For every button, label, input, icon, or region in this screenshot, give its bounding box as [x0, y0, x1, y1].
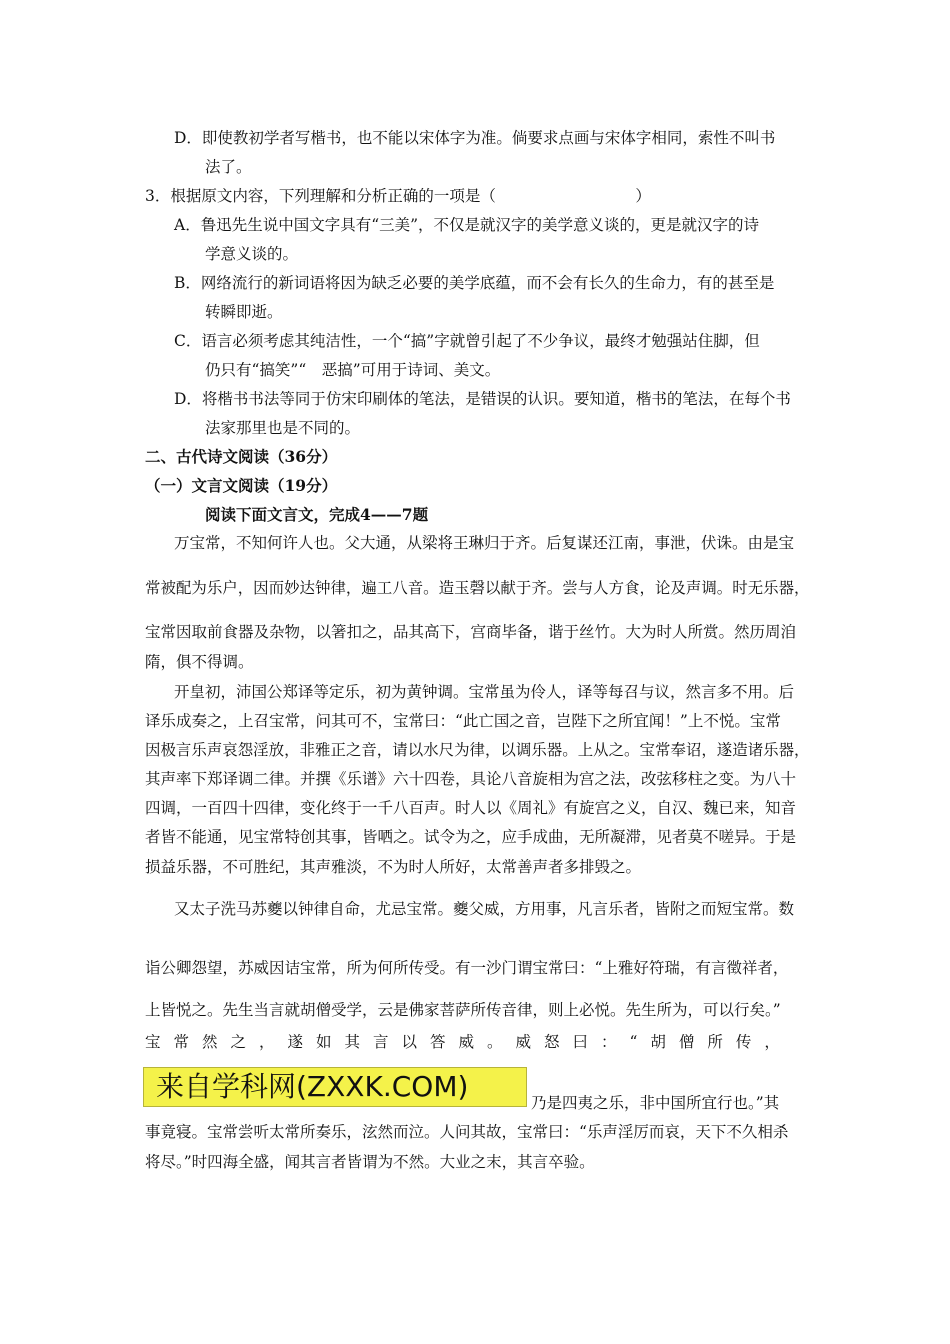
- passage-line: 将尽。”时四海全盛，闻其言者皆谓为不然。大业之末，其言卒验。: [145, 1153, 595, 1171]
- q2-option-d-line1: D．即使教初学者写楷书，也不能以宋体字为准。倘要求点画与宋体字相同，索性不叫书: [174, 129, 776, 147]
- q3-option-c-line1: C．语言必须考虑其纯洁性，一个“搞”字就曾引起了不少争议，最终才勉强站住脚，但: [174, 332, 760, 350]
- q3-option-b-line1: B．网络流行的新词语将因为缺乏必要的美学底蕴，而不会有长久的生命力，有的甚至是: [174, 274, 775, 292]
- q3-option-a-line1: A．鲁迅先生说中国文字具有“三美”，不仅是就汉字的美学意义谈的，更是就汉字的诗: [174, 216, 760, 234]
- passage-line: 译乐成奏之，上召宝常，问其可不，宝常曰：“此亡国之音，岂陛下之所宜闻！”上不悦。宝常: [145, 712, 781, 730]
- passage-line: 上皆悦之。先生当言就胡僧受学，云是佛家菩萨所传音律，则上必悦。先生所为，可以行矣。”: [145, 1001, 781, 1019]
- passage-line: 开皇初，沛国公郑译等定乐，初为黄钟调。宝常虽为伶人，译等每召与议，然言多不用。后: [174, 683, 795, 701]
- q3-option-d-line1: D．将楷书书法等同于仿宋印刷体的笔法，是错误的认识。要知道，楷书的笔法，在每个书: [174, 390, 791, 408]
- passage-line: 乃是四夷之乐，非中国所宜行也。”其: [531, 1094, 780, 1112]
- passage-line: 损益乐器，不可胜纪，其声雅淡，不为时人所好，太常善声者多排毁之。: [145, 858, 642, 876]
- passage-line: 四调，一百四十四律，变化终于一千八百声。时人以《周礼》有旋宫之义，自汉、魏已来，知音: [145, 799, 797, 817]
- passage-line: 常被配为乐户，因而妙达钟律，遍工八音。造玉磬以献于齐。尝与人方食，论及声调。时无乐器，: [145, 579, 810, 597]
- passage-line: 万宝常，不知何许人也。父大通，从梁将王琳归于齐。后复谋还江南，事泄，伏诛。由是宝: [174, 534, 795, 552]
- q3-option-b-line2: 转瞬即逝。: [205, 303, 283, 321]
- passage-line: 宝常然之，遂如其言以答威。威怒曰：“胡僧所传，: [145, 1033, 793, 1051]
- passage-line: 因极言乐声哀怨淫放，非雅正之音，请以水尺为律，以调乐器。上从之。宝常奉诏，遂造诸乐器，: [145, 741, 810, 759]
- passage-line: 又太子洗马苏夔以钟律自命，尤忌宝常。夔父威，方用事，凡言乐者，皆附之而短宝常。数: [174, 900, 795, 918]
- q3-option-a-line2: 学意义谈的。: [205, 245, 299, 263]
- section-heading: 二、古代诗文阅读（36分）: [145, 447, 338, 466]
- passage-line: 诣公卿怨望，苏威因诘宝常，所为何所传受。有一沙门谓宝常曰：“上雅好符瑞，有言徵祥者，: [145, 959, 789, 977]
- passage-line: 隋，俱不得调。: [145, 653, 254, 671]
- q3-stem: 3．根据原文内容，下列理解和分析正确的一项是（ ）: [145, 187, 651, 205]
- passage-line: 其声率下郑译调二律。并撰《乐谱》六十四卷，具论八音旋相为宫之法，改弦移柱之变。为八十: [145, 770, 797, 788]
- q2-option-d-line2: 法了。: [205, 158, 252, 176]
- q3-option-c-line2: 仍只有“搞笑”“ 恶搞”可用于诗词、美文。: [205, 361, 501, 379]
- passage-line: 者皆不能通，见宝常特创其事，皆哂之。试令为之，应手成曲，无所凝滞，见者莫不嗟异。于是: [145, 828, 797, 846]
- reading-instruction: 阅读下面文言文，完成4——7题: [205, 505, 429, 524]
- passage-line: 宝常因取前食器及杂物，以箸扣之，品其高下，宫商毕备，谐于丝竹。大为时人所赏。然历周洎: [145, 623, 797, 641]
- passage-line: 事竟寝。宝常尝听太常所奏乐，泫然而泣。人问其故，宝常曰：“乐声淫厉而哀，天下不久相杀: [145, 1123, 789, 1141]
- q3-option-d-line2: 法家那里也是不同的。: [205, 419, 361, 437]
- watermark-banner: 来自学科网(ZXXK.COM): [143, 1067, 527, 1107]
- subsection-heading: （一）文言文阅读（19分）: [145, 476, 338, 495]
